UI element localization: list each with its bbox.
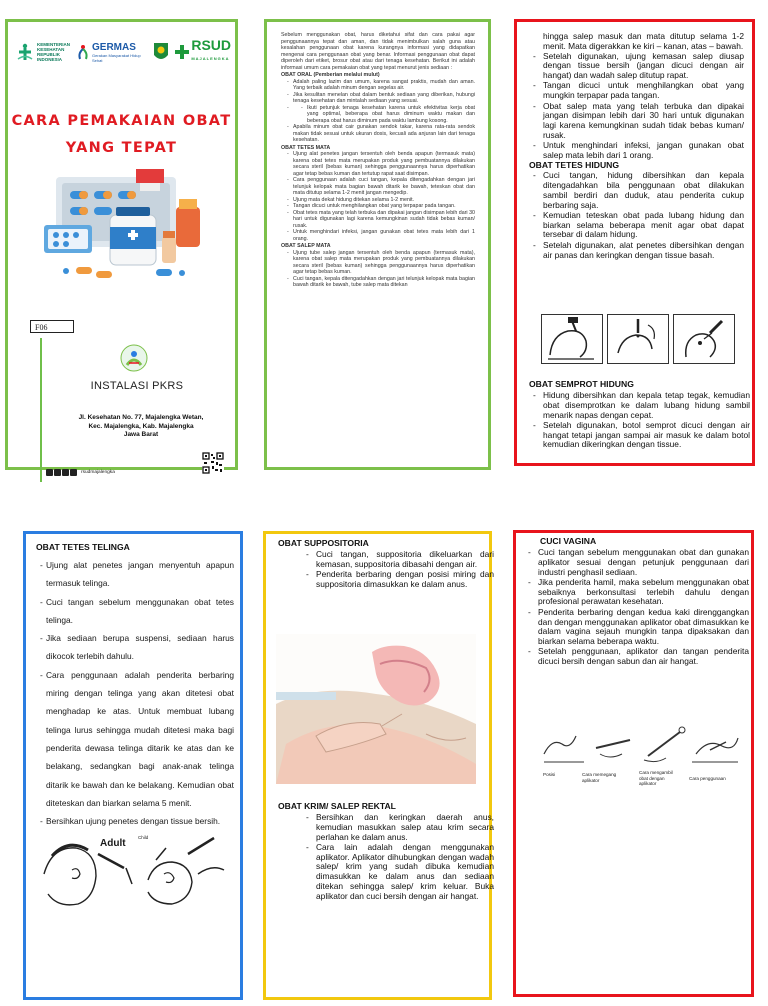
nose-drops-list <box>529 171 744 260</box>
nose-spray-heading: OBAT SEMPROT HIDUNG <box>529 379 634 389</box>
caption-fill-applicator: Cara mengambil obat dengan aplikator <box>639 770 673 786</box>
kemenkes-text: KEMENTERIAN KESEHATAN REPUBLIK INDONESIA <box>37 42 71 62</box>
list-item: - Tangan dicuci untuk menghilangkan obat yang terpapar pada tangan. <box>293 203 475 210</box>
rsud-text: RSUD MAJALENGKA <box>191 37 231 61</box>
rsud-cross-icon <box>175 45 189 59</box>
nose-drops-heading: OBAT TETES HIDUNG <box>529 160 620 171</box>
rectal-cream-list <box>302 813 494 902</box>
list-item: - Cara lain adalah dengan menggunakan aplikator. Aplikator dihubungkan dengan wadah salep/ krim yang sudah dibuka kemudian dimasukkan ke dalam anus dan sediaan ditekan sehingga salep/ krim keluar. Buka aplikator dan cuci bersih dengan air hangat. <box>316 843 494 902</box>
pkrs-section <box>40 338 232 482</box>
cover-title-line2: YANG TEPAT <box>65 140 178 156</box>
list-item: - Cuci tangan, kepala ditengadahkan dengan jari telunjuk kelopak mata bagian bawah ditarik ke bawah, tube salep mata ditekan <box>293 276 475 289</box>
hospital-address: Jl. Kesehatan No. 77, Majalengka Wetan, Kec. Majalengka, Kab. Majalengka Jawa Barat <box>78 414 204 438</box>
nose-panel <box>514 19 755 466</box>
vaginal-heading: CUCI VAGINA <box>540 536 597 546</box>
list-item: - Hidung dibersihkan dan kepala tetap tegak, kemudian obat disemprotkan ke dalam lubang hidung sambil menarik napas dengan cepat. <box>543 391 750 420</box>
vaginal-applicator-illustration <box>540 724 740 769</box>
rectal-cream-heading: OBAT KRIM/ SALEP REKTAL <box>278 801 396 811</box>
ear-drops-section <box>36 556 234 830</box>
form-code: F06 <box>30 320 74 333</box>
list-item: - Cuci tangan, hidung dibersihkan dan kepala ditengadahkan bila penggunaan obat dilakukan sambil berdiri dan duduk, atau penderita cukup berbaring saja. <box>543 171 744 210</box>
list-item: - Ujung alat penetes jangan menyentuh apapun termasuk telinga. <box>46 556 234 593</box>
vaginal-list <box>528 548 749 668</box>
suppository-list <box>302 550 494 590</box>
list-item: - Cuci tangan, suppositoria dikeluarkan dari kemasan, suppositoria dibasahi dengan air. <box>316 550 494 570</box>
pkrs-logo-icon <box>115 343 153 373</box>
vaginal-panel <box>513 530 754 997</box>
list-item: - Obat salep mata yang telah terbuka dan dipakai jangan disimpan lebih dari 30 hari untuk digunakan lagi karena kemungkinan sudah tidak bebas kuman/ rusak. <box>543 102 744 141</box>
list-item: - Setelah digunakan, ujung kemasan salep diusap dengan tissue bersih (jangan dicuci dengan air hangat) dan wadah salep ditutup rapat. <box>543 52 744 81</box>
twitter-icon[interactable] <box>54 469 61 476</box>
list-item: - - Ikuti petunjuk tenaga kesehatan karena untuk efektivitas kerja obat yang optimal, beberapa obat harus diminum waktu makan dan beberapa obat harus diminum pada waktu lambung kosong. <box>307 105 475 125</box>
list-item: - Penderita berbaring dengan kedua kaki direnggangkan dan dengan menggunakan aplikator obat dimasukkan ke dalam vagina sejauh mungkin tanpa dipaksakan dan biarkan selama beberapa waktu. <box>538 608 749 647</box>
list-item: - Untuk menghindari infeksi, jangan gunakan obat tetes mata lebih dari 1 orang. <box>293 229 475 242</box>
list-item: - Cara penggunaan adalah cuci tangan, kepala ditengadahkan dengan jari telunjuk kelopak mata bagian bawah ditarik ke bawah, teteskan obat dan mata ditutup selama 1-2 menit jangan mengedip. <box>293 177 475 197</box>
instagram-icon[interactable] <box>62 469 69 476</box>
list-item: - Tangan dicuci untuk menghilangkan obat yang mungkin terpapar pada tangan. <box>543 81 744 101</box>
cover-title <box>8 108 235 162</box>
list-item: - Setelah penggunaan, aplikator dan tangan penderita dicuci bersih dengan sabun dan air hangat. <box>538 647 749 667</box>
list-item: - Jika sediaan berupa suspensi, sediaan harus dikocok terlebih dahulu. <box>46 629 234 666</box>
list-item: - Cuci tangan sebelum menggunakan obat tetes telinga. <box>46 593 234 630</box>
list-item <box>293 105 475 125</box>
germas-text: GERMAS Gerakan Masyarakat Hidup Sehat <box>92 41 141 63</box>
continued-text: hingga salep masuk dan mata ditutup selama 1-2 menit. Mata digerakkan ke kiri – kanan, atas – bawah. <box>543 31 744 51</box>
kemenkes-logo <box>16 42 71 62</box>
oral-list <box>281 79 475 144</box>
suppository-panel <box>263 531 492 1000</box>
eye-ointment-heading: OBAT SALEP MATA <box>281 243 331 249</box>
caption-position: Posisi <box>543 772 556 777</box>
nose-figure-1 <box>541 314 603 364</box>
ear-drops-figure <box>38 834 238 914</box>
eye-drops-heading: OBAT TETES MATA <box>281 144 331 151</box>
list-item: - Cara penggunaan adalah penderita berbaring miring dengan telinga yang akan ditetesi obat menghadap ke atas. Untuk membuat lubang telinga lurus sehingga mudah ditetesi maka bagi penderita dewasa telinga ditarik ke atas dan ke belakang, sedangkan bagi anak-anak telinga ditarik ke bawah dan ke belakang. Kemudian obat diteteskan dan biarkan selama 5 menit. <box>46 666 234 812</box>
child-label: Child <box>138 835 149 840</box>
list-item: - Setelah digunakan, alat penetes dibersihkan dengan air panas dan keringkan dengan tissue basah. <box>543 241 744 261</box>
list-item: - Bersihkan ujung penetes dengan tissue bersih. <box>46 812 234 830</box>
list-item: - Apabila minum obat cair gunakan sendok takar, karena rata-rata sendok makan tidak sesuai untuk ukuran dosis, kecuali ada anjuran lain dari tenaga kesehatan. <box>293 124 475 144</box>
unit-name: INSTALASI PKRS <box>90 380 184 392</box>
nose-spray-list <box>529 391 750 451</box>
west-java-emblem-icon <box>152 41 170 63</box>
list-item: - Penderita berbaring dengan posisi miring dan suppositoria dimasukkan ke dalam anus. <box>316 570 494 590</box>
nose-tilt-illustration <box>542 315 602 363</box>
suppository-illustration <box>276 634 476 784</box>
suppository-heading: OBAT SUPPOSITORIA <box>278 538 369 548</box>
list-item: - Cuci tangan sebelum menggunakan obat dan gunakan aplikator sesuai dengan petunjuk penggunaan dari industri penghasil sediaan. <box>538 548 749 577</box>
nose-figure-3 <box>673 314 735 364</box>
eye-ointment-list-cont <box>529 52 744 161</box>
caption-usage: Cara penggunaan <box>689 776 726 781</box>
list-item: - Setelah digunakan, botol semprot dicuci dengan air hangat tetapi jangan sampai air masuk ke dalam botol kemudian dikeringkan dengan tissue. <box>543 421 750 450</box>
nose-spray-illustration <box>674 315 734 363</box>
logo-strip <box>16 32 231 72</box>
nose-figure-2 <box>607 314 669 364</box>
ear-drops-list <box>36 556 234 830</box>
eye-ointment-list <box>281 250 475 289</box>
eye-drops-list <box>281 151 475 242</box>
adult-label: Adult <box>100 838 126 849</box>
list-item: - Jika kesulitan menelan obat dalam bentuk sediaan yang diberikan, hubungi tenaga kesehatan dan mintalah sediaan yang sesuai. <box>293 92 475 105</box>
list-item: - Adalah paling lazim dan umum, karena sangat praktis, mudah dan aman. Yang terbaik adalah minum dengan segelas air. <box>293 79 475 92</box>
list-item: - Bersihkan dan keringkan daerah anus, kemudian masukkan salep atau krim secara perlahan ke dalam anus. <box>316 813 494 842</box>
list-item: - Ujung tube salep jangan tersentuh oleh benda apapun (termasuk mata), karena obat salep mata merupakan produk yang pembuatannya dilakukan secara steril (bebas kuman) sehingga penggunaannya harus diperhatikan agar tetap bebas kuman. <box>293 250 475 276</box>
list-item: - Ujung alat penetes jangan tersentuh oleh benda apapun (termasuk mata) karena obat tetes mata merupakan produk yang pembuatannya dilakukan secara steril (bebas kuman) sehingga penggunaannya harus diperhatikan agar tetap bebas kuman dan tertutup rapat saat disimpan. <box>293 151 475 177</box>
germas-logo <box>76 42 147 63</box>
caption-hold-applicator: Cara memegang aplikator <box>582 772 617 783</box>
youtube-icon[interactable] <box>70 469 77 476</box>
medicine-illustration <box>36 167 218 292</box>
ear-drops-heading: OBAT TETES TELINGA <box>36 542 130 552</box>
facebook-icon[interactable] <box>46 469 53 476</box>
list-item: - Jika penderita hamil, maka sebelum menggunakan obat sebaiknya berkonsultasi terlebih dahulu dengan profesional perawatan kesehatan. <box>538 578 749 607</box>
list-item: - Untuk menghindari infeksi, jangan gunakan obat salep mata lebih dari 1 orang. <box>543 141 744 161</box>
ear-panel <box>23 531 243 1000</box>
nose-drops-figures <box>541 314 733 364</box>
ear-drops-illustration <box>38 834 238 914</box>
kemenkes-icon <box>16 42 34 62</box>
cover-panel <box>5 19 238 475</box>
list-item: - Ujung mata dekat hidung ditekan selama 1-2 menit. <box>293 197 475 204</box>
nose-drop-illustration <box>608 315 668 363</box>
social-media-row <box>46 469 115 476</box>
social-handle: rsudmajalengka <box>81 470 115 475</box>
list-item: - Kemudian teteskan obat pada lubang hidung dan biarkan selama beberapa menit agar obat dapat tersebar di dalam hidung. <box>543 211 744 240</box>
qr-code-icon <box>202 452 224 474</box>
cover-title-line1: CARA PEMAKAIAN OBAT <box>11 113 232 129</box>
list-item: - Obat tetes mata yang telah terbuka dan dipakai jangan disimpan lebih dari 30 hari untuk digunakan lagi karena kemungkinan sudah tidak bebas kuman/ rusak. <box>293 210 475 230</box>
germas-icon <box>76 44 90 60</box>
rsud-logo <box>175 39 231 65</box>
intro-text: Sebelum menggunakan obat, harus diketahui sifat dan cara pakai agar penggunaannya tepat dan aman, dan tidak menimbulkan salah guna atau kesalahan penggunaan obat karena kurangnya informasi yang didapatkan mengenai cara penggunaan obat yang benar. Informasi penggunaan obat dapat diperoleh dari etiket, brosur obat atau dari tenaga kesehatan. Berikut ini adalah informasi umum cara pemakaian obat yang tepat menurut jenis sediaan : <box>281 32 475 71</box>
oral-eye-panel <box>264 19 491 470</box>
oral-heading: OBAT ORAL (Pemberian melalui mulut) <box>281 72 380 78</box>
